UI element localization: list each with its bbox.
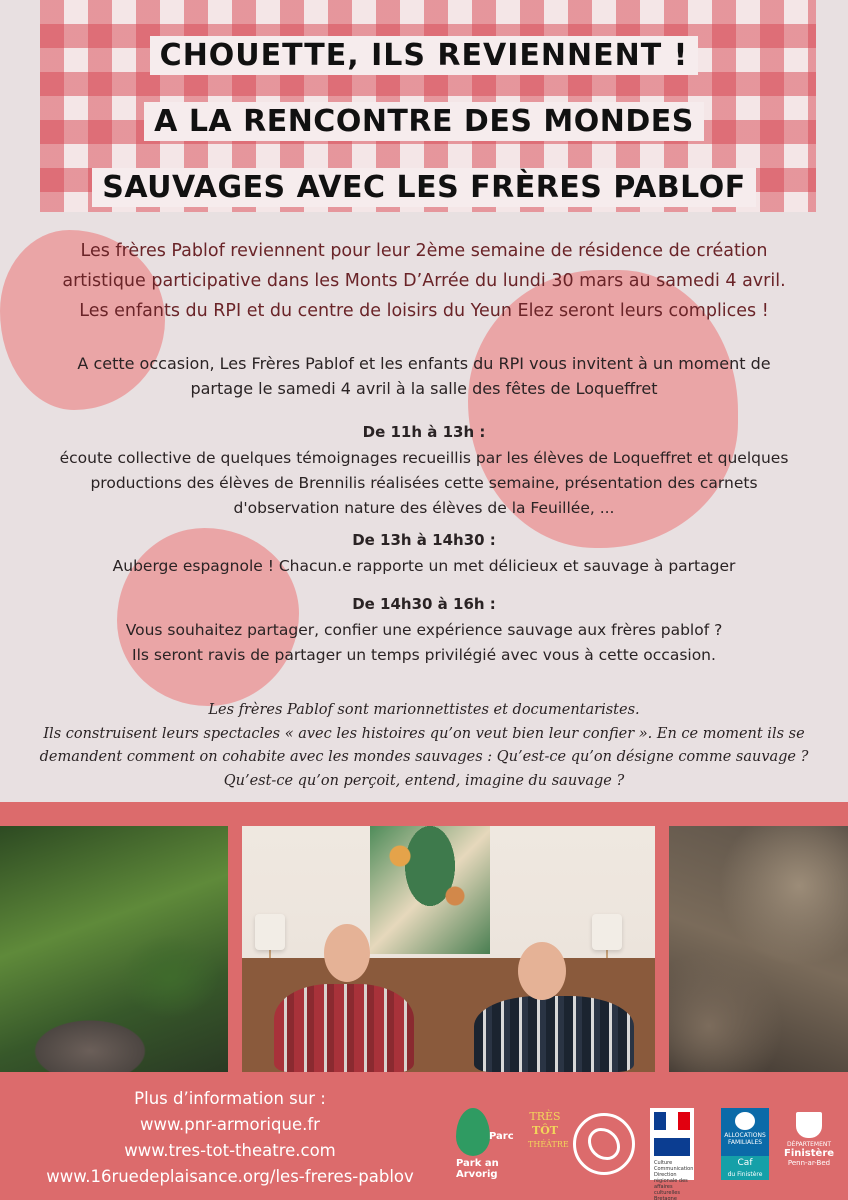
link-tres-tot-theatre[interactable]: www.tres-tot-theatre.com [124, 1141, 336, 1160]
dept-line3: Penn-ar-Bed [787, 1159, 831, 1167]
person-right-head [518, 942, 566, 1000]
caf-bottom-line2: du Finistère [727, 1171, 763, 1178]
person-left-head [324, 924, 370, 982]
intro-paragraph [0, 236, 848, 326]
schedule-line: Auberge espagnole ! Chacun.e rapporte un met délicieux et sauvage à partager [112, 557, 736, 575]
invite-paragraph [0, 351, 848, 401]
culture-bar [654, 1138, 690, 1156]
person-right [474, 996, 634, 1072]
wallpaper-panel [370, 826, 490, 954]
photo-figurines-plants [0, 826, 228, 1072]
caf-bottom [721, 1156, 769, 1180]
parc-armorique-logo [456, 1108, 516, 1178]
title-line-2: A LA RENCONTRE DES MONDES [0, 104, 848, 139]
caf-bottom-line1: Caf [737, 1158, 753, 1168]
tres-tot-theatre-logo [528, 1110, 569, 1180]
intro-line: artistique participative dans les Monts D’Arrée du lundi 30 mars au samedi 4 avril. [62, 271, 786, 291]
schedule-time: De 13h à 14h30 : [352, 531, 496, 549]
parc-drop-icon [456, 1108, 490, 1156]
title-line-3: SAUVAGES AVEC LES FRÈRES PABLOF [0, 170, 848, 205]
parc-logo-word: Parc [489, 1131, 514, 1142]
link-pnr-armorique[interactable]: www.pnr-armorique.fr [140, 1115, 320, 1134]
invite-line: partage le samedi 4 avril à la salle des fêtes de Loqueffret [190, 379, 658, 398]
info-title: Plus d’information sur : [134, 1089, 326, 1108]
trestot-line2: TÔT [532, 1124, 558, 1137]
intro-line: Les enfants du RPI et du centre de loisirs du Yeun Elez seront leurs complices ! [79, 301, 769, 321]
caf-family-icon [735, 1112, 755, 1130]
schedule-line: Ils seront ravis de partager un temps privilégié avec vous à cette occasion. [132, 646, 716, 664]
lamp [592, 914, 622, 950]
departement-finistere-logo [784, 1112, 834, 1176]
about-paragraph [0, 699, 848, 793]
dept-line2: Finistère [784, 1148, 835, 1159]
photo-band [0, 802, 848, 1072]
schedule-line: d'observation nature des élèves de la Feuillée, ... [233, 499, 615, 517]
circle-logo-mark [588, 1128, 620, 1160]
schedule-description [0, 618, 848, 668]
rf-small-text: Culture Communication Direction régionale des affaires culturelles Bretagne [654, 1160, 694, 1200]
parc-logo-bottom: Park an Arvorig [456, 1158, 499, 1180]
caf-logo [721, 1108, 769, 1180]
schedule-description [0, 446, 848, 521]
photo-freres-pablof [242, 826, 655, 1072]
schedule-line: écoute collective de quelques témoignages recueillis par les élèves de Loqueffret et quelques [59, 449, 789, 467]
about-line: Les frères Pablof sont marionnettistes et documentaristes. [208, 702, 640, 718]
shield-icon [796, 1112, 822, 1138]
intro-line: Les frères Pablof reviennent pour leur 2ème semaine de résidence de création [80, 241, 768, 261]
lamp [255, 914, 285, 950]
person-left [274, 984, 414, 1072]
title-line-1: CHOUETTE, ILS REVIENNENT ! [0, 38, 848, 73]
schedule-line: Vous souhaitez partager, confier une expérience sauvage aux frères pablof ? [125, 621, 723, 639]
dept-line1: DÉPARTEMENT [786, 1141, 832, 1148]
schedule-time: De 11h à 13h : [362, 423, 486, 441]
trestot-line1: TRÈS [529, 1110, 561, 1123]
schedule-line: productions des élèves de Brennilis réalisées cette semaine, présentation des carnets [90, 474, 758, 492]
link-16ruedeplaisance[interactable]: www.16ruedeplaisance.org/les-freres-pablov [46, 1167, 414, 1186]
photo-figurines-ground [669, 826, 848, 1072]
trestot-line3: THÉÂTRE [528, 1140, 569, 1149]
schedule-description [0, 554, 848, 579]
caf-top-text: ALLOCATIONS FAMILIALES [724, 1132, 766, 1146]
about-line: Qu’est-ce qu’on perçoit, entend, imagine du sauvage ? [223, 772, 625, 789]
flag-icon [654, 1112, 690, 1130]
schedule-time: De 14h30 à 16h : [352, 595, 496, 613]
about-line: Ils construisent leurs spectacles « avec les histoires qu’on veut bien leur confier ». En ce moment ils se [43, 725, 805, 742]
info-links [0, 1112, 460, 1190]
republique-francaise-logo [650, 1108, 694, 1200]
invite-line: A cette occasion, Les Frères Pablof et les enfants du RPI vous invitent à un moment de [77, 354, 771, 373]
circle-logo [573, 1113, 635, 1175]
about-line: demandent comment on cohabite avec les mondes sauvages : Qu’est-ce qu’on désigne comme sauvage ? [39, 749, 809, 765]
